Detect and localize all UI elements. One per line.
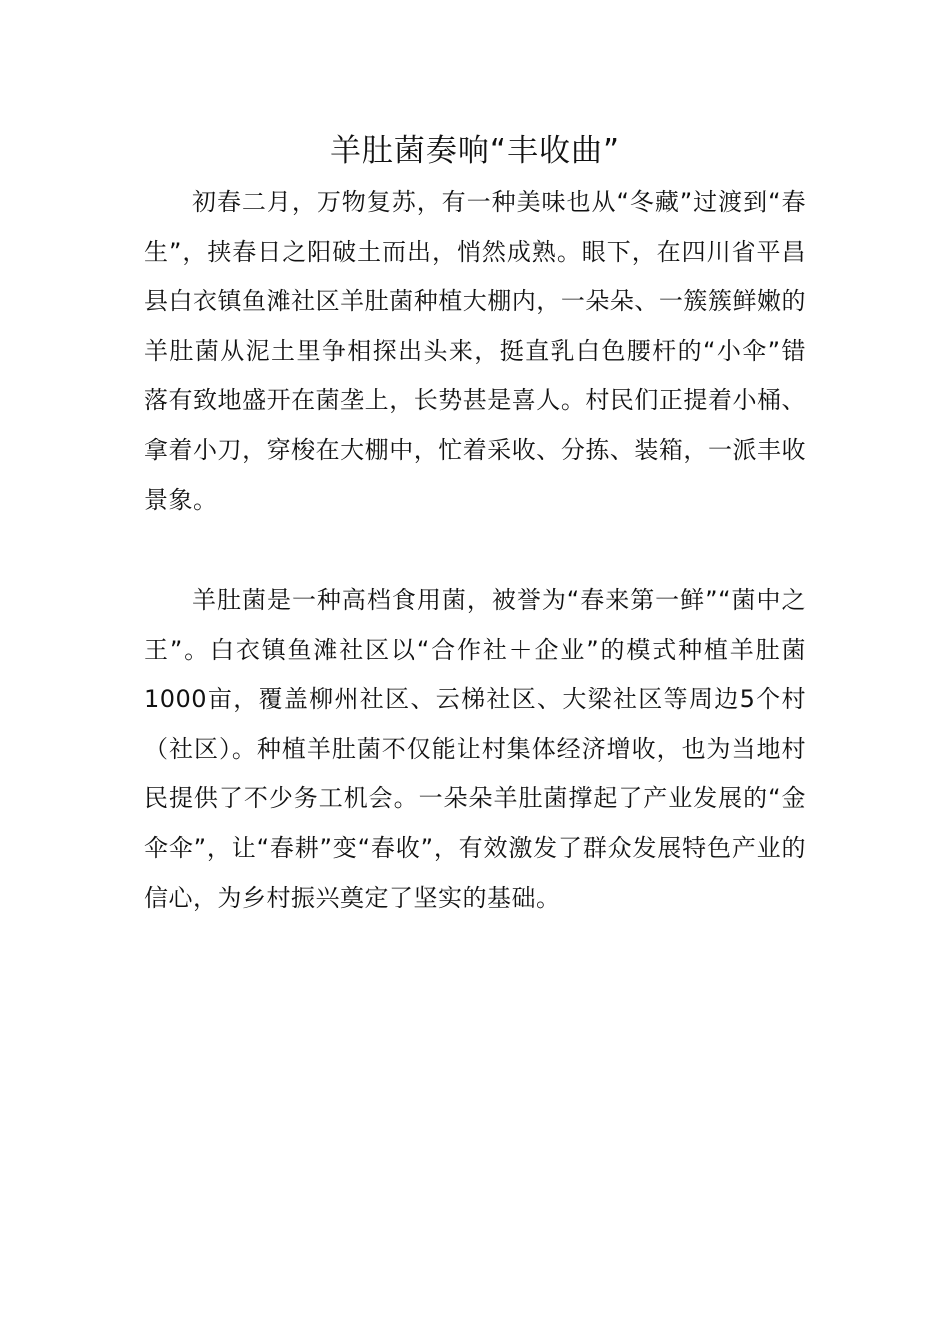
paragraph-1: 初春二月，万物复苏，有一种美味也从“冬藏”过渡到“春生”，挟春日之阳破土而出，悄然成熟。眼下，在四川省平昌县白衣镇鱼滩社区羊肚菌种植大棚内，一朵朵、一簇簇鲜嫩的羊肚菌从泥土里争相探出头来，挺直乳白色腰杆的“小伞”错落有致地盛开在菌垄上，长势甚是喜人。村民们正提着小桶、拿着小刀，穿梭在大棚中，忙着采收、分拣、装箱，一派丰收景象。	[144, 188, 806, 514]
document-title: 羊肚菌奏响“丰收曲”	[329, 133, 621, 169]
paragraph-2: 羊肚菌是一种高档食用菌，被誉为“春来第一鲜”“菌中之王”。白衣镇鱼滩社区以“合作社＋企业”的模式种植羊肚菌1000亩，覆盖柳州社区、云梯社区、大梁社区等周边5个村（社区）。种植羊肚菌不仅能让村集体经济增收，也为当地村民提供了不少务工机会。一朵朵羊肚菌撑起了产业发展的“金伞伞”，让“春耕”变“春收”，有效激发了群众发展特色产业的信心，为乡村振兴奠定了坚实的基础。	[144, 586, 806, 912]
